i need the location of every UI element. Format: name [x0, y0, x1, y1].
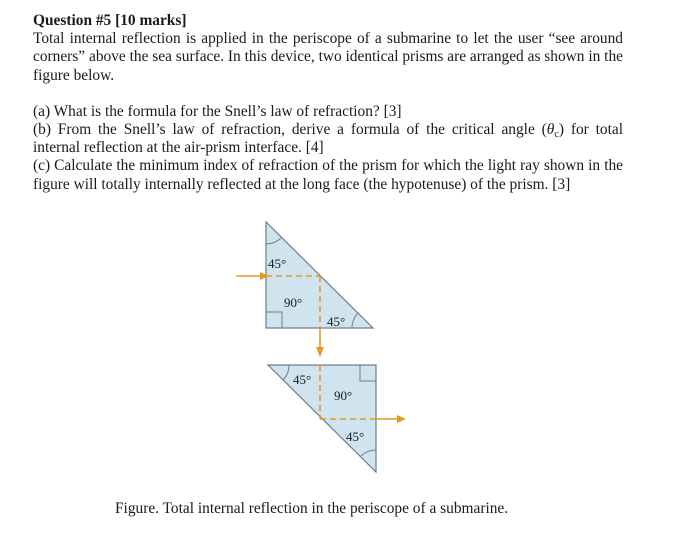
top-prism-top-angle-label: 45°: [268, 256, 287, 271]
top-prism-right-angle-label: 90°: [284, 295, 303, 310]
question-title: Question #5 [10 marks]: [33, 12, 187, 29]
bottom-prism-bottom-angle-label: 45°: [346, 429, 365, 444]
connecting-ray-arrowhead: [316, 347, 324, 357]
question-intro: Total internal reflection is applied in the periscope of a submarine to let the user “see around corners” above the sea surface. In this device, two identical prisms are arranged as shown in the figure below.: [33, 30, 623, 84]
bottom-prism-left-angle-label: 45°: [293, 372, 312, 387]
part-b-start: (b) From the Snell’s law of refraction, derive a formula of the critical angle (: [33, 121, 547, 139]
figure-caption: Figure. Total internal reflection in the periscope of a submarine.: [115, 500, 509, 517]
top-prism-right-angle-45-label: 45°: [327, 314, 346, 329]
bottom-prism-right-angle-label: 90°: [334, 388, 353, 403]
part-a-text: (a) What is the formula for the Snell’s law of refraction? [3]: [33, 102, 402, 120]
part-c-text: (c) Calculate the minimum index of refraction of the prism for which the light ray shown in the figure will totally internally reflected at the long face (the hypotenuse) of the prism. [3]: [33, 157, 623, 193]
outgoing-ray-arrowhead: [397, 415, 406, 423]
part-b-end: ) for total internal reflection at the air-prism interface. [4]: [33, 121, 623, 157]
theta-symbol: θ: [546, 121, 555, 139]
theta-subscript: c: [554, 129, 559, 141]
